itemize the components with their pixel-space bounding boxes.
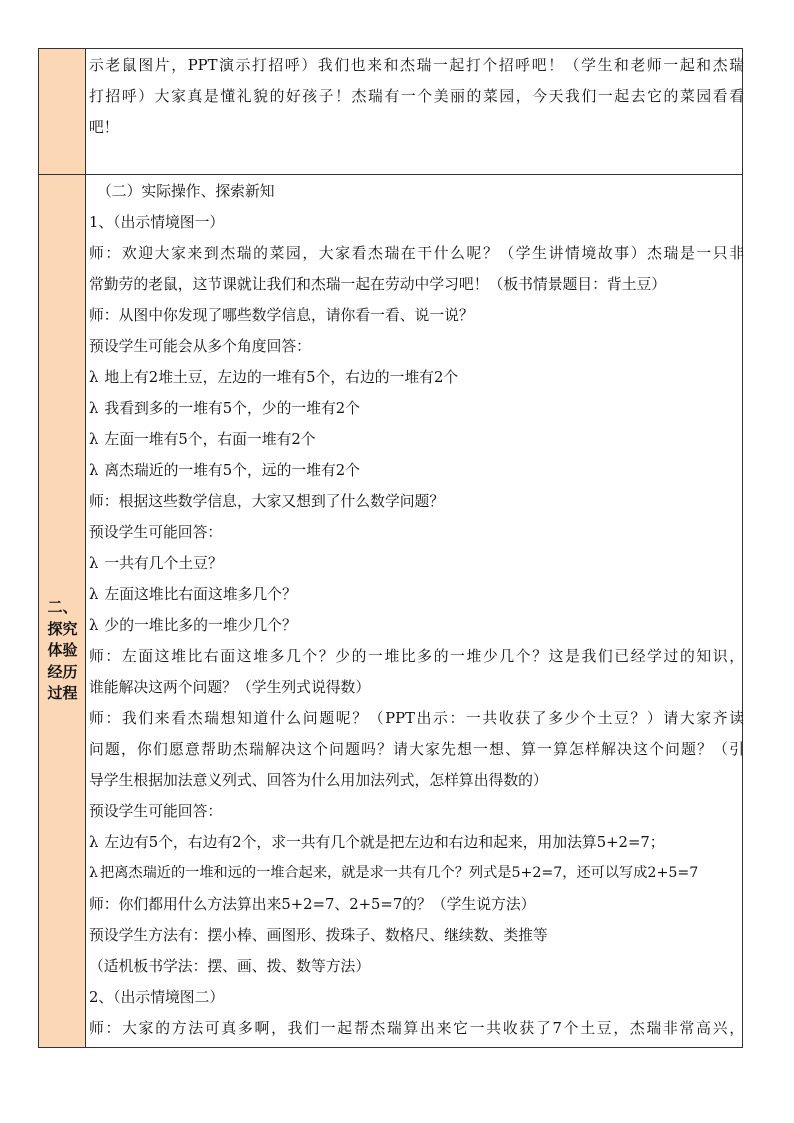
row-divider [39, 174, 742, 175]
bullet-item [89, 424, 744, 455]
section-label-line: 经历 [47, 662, 78, 681]
bullet-item [89, 858, 744, 889]
bullet-text: 左面这堆比右面这堆多几个？ [104, 586, 297, 603]
section-label-line: 二、 [47, 598, 78, 616]
section-label-column [39, 49, 86, 1047]
bullet-text: 左边有5个，右边有2个，求一共有几个就是把左边和右边和起来，用加法算5+2=7； [104, 834, 665, 851]
text-line: 示老鼠图片，PPT演示打招呼）我们也来和杰瑞一起打个招呼吧！（学生和老师一起和杰瑞 [89, 57, 744, 74]
text-line: 2、（出示情境图二） [89, 989, 225, 1006]
section-label [39, 597, 86, 705]
bullet-symbol: λ [89, 400, 99, 417]
bullet-item [89, 362, 744, 393]
bullet-symbol: λ [89, 369, 99, 386]
bullet-text: 地上有2堆土豆，左边的一堆有5个，右边的一堆有2个 [104, 369, 459, 386]
text-line: 问题，你们愿意帮助杰瑞解决这个问题吗？请大家先想一想、算一算怎样解决这个问题？（引 [89, 741, 744, 758]
intro-text-block [89, 50, 744, 143]
text-line: 师：左面这堆比右面这堆多几个？少的一堆比多的一堆少几个？这是我们已经学过的知识， [89, 648, 744, 665]
text-line: 预设学生可能会从多个角度回答： [89, 338, 311, 355]
text-line: 师：我们来看杰瑞想知道什么问题呢？（PPT出示：一共收获了多少个土豆？）请大家齐读 [89, 710, 744, 727]
process-text-block [89, 176, 744, 1044]
bullet-symbol: λ [89, 617, 99, 634]
text-line: 谁能解决这两个问题？（学生列式说得数） [89, 679, 371, 696]
section-label-line: 体验 [47, 641, 78, 659]
bullet-text: 把离杰瑞近的一堆和远的一堆合起来，就是求一共有几个？列式是5+2=7，还可以写成2+5=7 [100, 865, 699, 881]
bullet-symbol: λ [89, 586, 99, 603]
text-line: 师：大家的方法可真多啊，我们一起帮杰瑞算出来它一共收获了7个土豆，杰瑞非常高兴， [89, 1020, 744, 1037]
text-line: 预设学生方法有：摆小棒、画图形、拨珠子、数格尺、继续数、类推等 [89, 927, 548, 944]
bullet-symbol: λ [89, 555, 99, 572]
text-line: 师：从图中你发现了哪些数学信息，请你看一看、说一说？ [89, 307, 474, 324]
bullet-text: 一共有几个土豆？ [104, 555, 223, 572]
bullet-symbol: λ [89, 431, 99, 448]
bullet-item [89, 610, 744, 641]
text-line: 师：你们都用什么方法算出来5+2=7、2+5=7的？（学生说方法） [89, 896, 536, 913]
bullet-item [89, 579, 744, 610]
text-line: 师：欢迎大家来到杰瑞的菜园，大家看杰瑞在干什么呢？（学生讲情境故事）杰瑞是一只非 [89, 245, 744, 262]
bullet-symbol: λ [89, 865, 98, 881]
text-line: 打招呼）大家真是懂礼貌的好孩子！杰瑞有一个美丽的菜园，今天我们一起去它的菜园看看 [89, 88, 744, 105]
section-label-line: 探究 [47, 619, 78, 638]
text-line: （适机板书学法：摆、画、拨、数等方法） [89, 958, 371, 975]
text-line: 预设学生可能回答： [89, 524, 223, 541]
text-line: 常勤劳的老鼠，这节课就让我们和杰瑞一起在劳动中学习吧！（板书情景题目：背土豆） [89, 276, 667, 293]
bullet-text: 少的一堆比多的一堆少几个？ [104, 617, 297, 634]
bullet-symbol: λ [89, 462, 99, 479]
bullet-item [89, 455, 744, 486]
section-label-line: 过程 [47, 684, 78, 702]
bullet-item [89, 393, 744, 424]
section-heading: （二）实际操作、探索新知 [97, 183, 275, 200]
text-line: 预设学生可能回答： [89, 803, 223, 820]
text-line: 导学生根据加法意义列式、回答为什么用加法列式，怎样算出得数的） [89, 772, 548, 789]
bullet-text: 离杰瑞近的一堆有5个，远的一堆有2个 [104, 462, 360, 479]
text-line: 1、（出示情境图一） [89, 214, 225, 231]
text-line: 吧！ [89, 119, 119, 136]
text-line: 师：根据这些数学信息，大家又想到了什么数学问题？ [89, 493, 445, 510]
bullet-symbol: λ [89, 834, 99, 851]
bullet-text: 左面一堆有5个，右面一堆有2个 [104, 431, 316, 448]
bullet-item [89, 548, 744, 579]
bullet-item [89, 827, 744, 858]
bullet-text: 我看到多的一堆有5个，少的一堆有2个 [104, 400, 360, 417]
